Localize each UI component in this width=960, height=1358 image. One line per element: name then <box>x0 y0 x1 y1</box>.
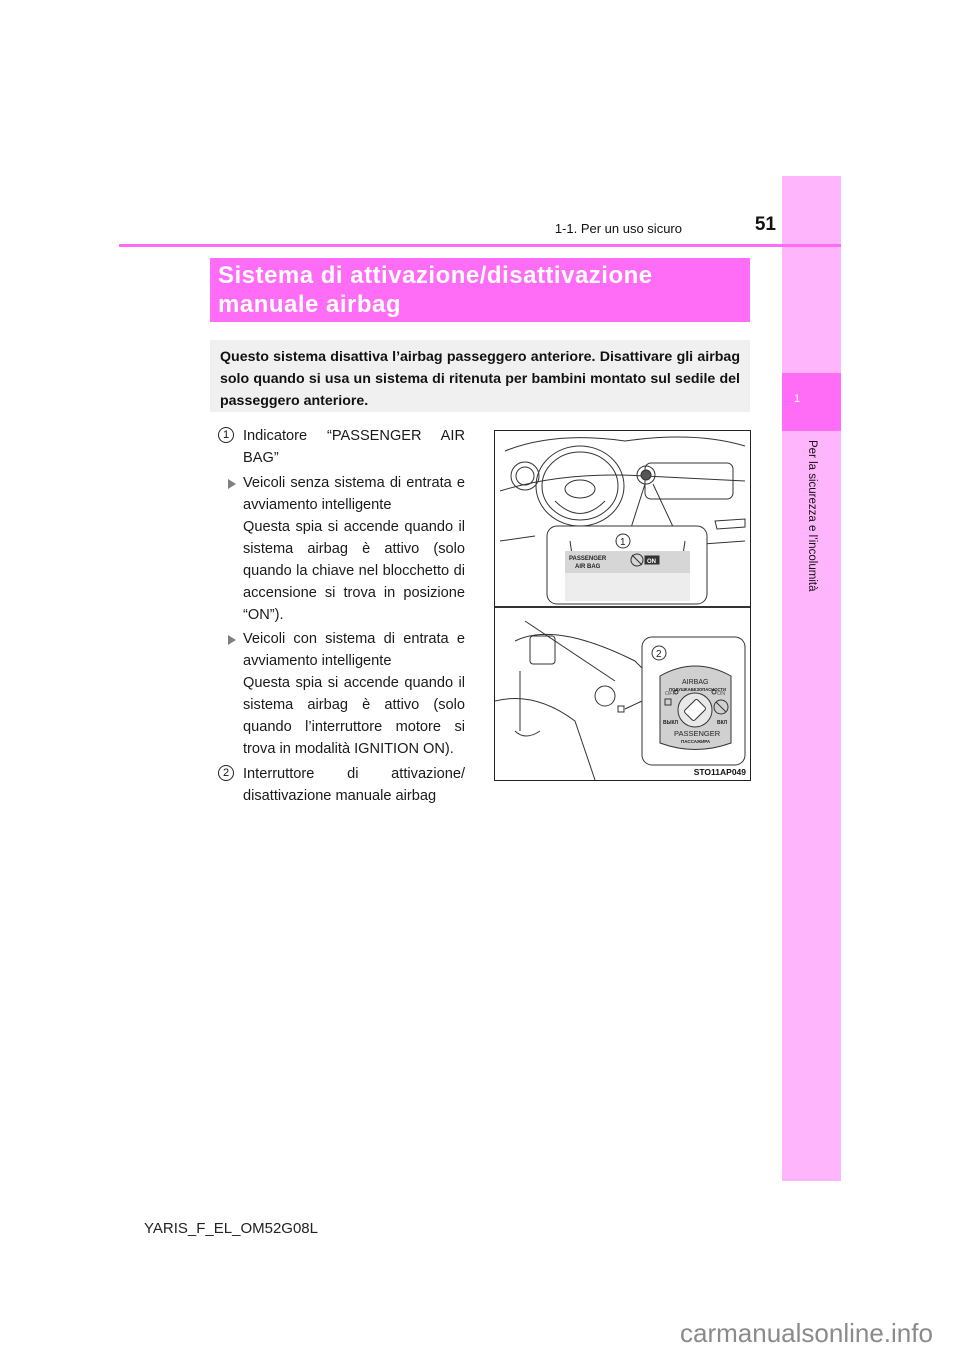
page-title <box>218 261 653 319</box>
svg-text:OFF: OFF <box>665 691 676 697</box>
intro-text: Questo sistema disattiva l’airbag passeggero anteriore. Disattivare gli airbag solo quando si usa un sistema di ritenuta per bambini montato sul sedile del passeggero anteriore. <box>220 349 740 409</box>
svg-text:PASSENGER: PASSENGER <box>674 729 721 738</box>
dashboard-drawing <box>495 431 750 780</box>
page-title-line2: manuale airbag <box>218 291 402 318</box>
svg-text:ПАССАЖИРА: ПАССАЖИРА <box>681 739 711 744</box>
bullet-triangle-icon <box>228 479 236 489</box>
svg-text:ПОДУШКАБЕЗОПАСНОСТИ: ПОДУШКАБЕЗОПАСНОСТИ <box>669 687 726 692</box>
item-1-label-line2: BAG” <box>243 450 279 466</box>
svg-text:2: 2 <box>656 649 662 660</box>
item-2-label-line1: Interruttore di attivazione/ <box>243 766 465 782</box>
bullet-triangle-icon <box>228 635 236 645</box>
svg-text:ON: ON <box>717 691 726 697</box>
callout-marker-1 <box>218 425 234 443</box>
page-title-line1: Sistema di attivazione/disattivazione <box>218 262 653 289</box>
callout-number-1: 1 <box>218 427 234 443</box>
svg-text:AIRBAG: AIRBAG <box>682 679 709 686</box>
indicator-text-2: AIR BAG <box>575 564 601 570</box>
callout-number-2: 2 <box>218 765 234 781</box>
document-code: YARIS_F_EL_OM52G08L <box>144 1220 318 1237</box>
figure-callout-1: 1 <box>620 537 626 548</box>
airbag-illustration <box>494 430 751 781</box>
item-1-sub-1-body: Questa spia si accende quando il sistema airbag è attivo (solo quando la chiave nel blocchetto di accensione si trova in posizione “ON”). <box>243 519 465 623</box>
page-title-box <box>210 258 750 322</box>
item-1-sub-2-heading: Veicoli con sistema di entrata e avviamento intelligente <box>243 631 465 669</box>
svg-text:ON: ON <box>647 559 656 565</box>
item-1-sub-1-heading: Veicoli senza sistema di entrata e avviamento intelligente <box>243 475 465 513</box>
svg-text:ВКЛ: ВКЛ <box>717 720 728 726</box>
item-1-label-line1: Indicatore “PASSENGER AIR <box>243 428 465 444</box>
section-header: 1-1. Per un uso sicuro <box>554 221 682 236</box>
indicator-text-1: PASSENGER <box>569 556 607 562</box>
watermark[interactable]: carmanualsonline.info <box>680 1318 933 1348</box>
figure-code: STO11AP049 <box>693 767 746 777</box>
item-2-label-line2: disattivazione manuale airbag <box>243 788 437 804</box>
svg-text:ВЫКЛ: ВЫКЛ <box>663 720 679 726</box>
item-1-sub-2-body: Questa spia si accende quando il sistema airbag è attivo (solo quando l’interruttore motore si trova in modalità IGNITION ON). <box>243 675 465 757</box>
chapter-title <box>806 440 820 760</box>
chapter-title-text: Per la sicurezza e l’incolumità <box>806 440 818 592</box>
intro-box <box>210 340 750 412</box>
chapter-number: 1 <box>793 393 801 405</box>
page-number: 51 <box>754 214 776 235</box>
callout-marker-2 <box>218 763 234 781</box>
header-divider <box>119 244 841 247</box>
